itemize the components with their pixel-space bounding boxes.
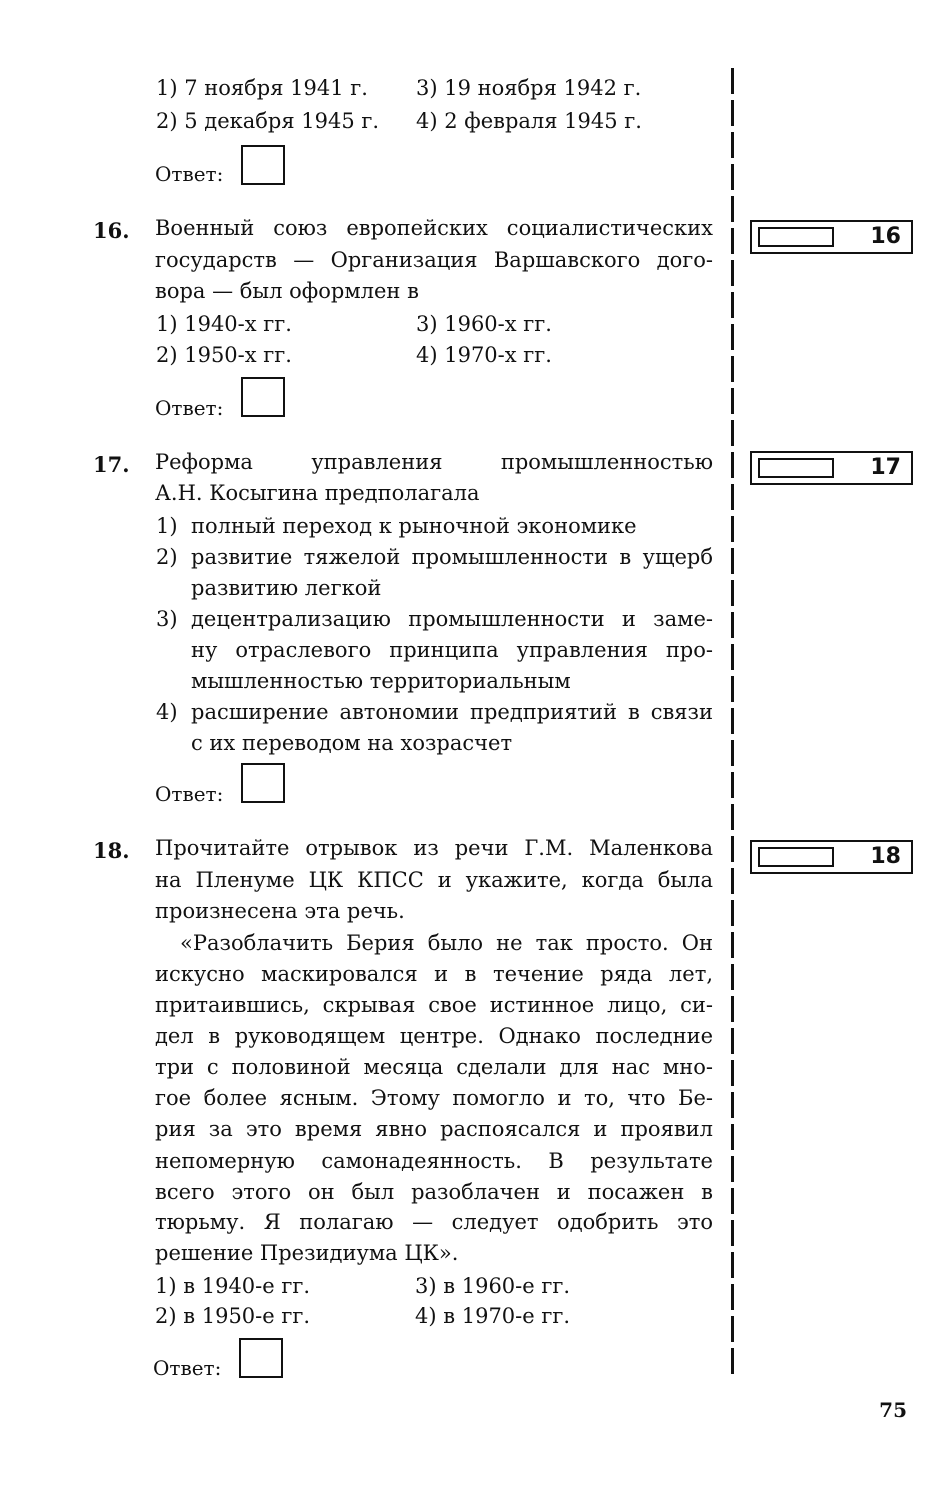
q18-answer-label: Ответ: [153,1356,222,1380]
q15-answer-box[interactable] [241,145,285,185]
cut-line-segment [731,772,734,798]
q17-option-num: 3) [156,607,178,631]
cut-line-segment [731,1284,734,1310]
cut-line-segment [731,68,734,94]
q16-option-2: 2) 1950-х гг. [156,343,292,367]
q18-option-2: 2) в 1950-е гг. [155,1304,311,1328]
q17-side-answer-field[interactable] [758,458,834,478]
q18-side-answer-field[interactable] [758,847,834,867]
q17-option-text: развитие тяжелой промышленности в ущерб [191,545,713,569]
q17-answer-label: Ответ: [155,782,224,806]
cut-line-segment [731,1028,734,1054]
q18-quote-line: притаившись, скрывая свое истинное лицо, си- [155,993,713,1017]
cut-line-segment [731,292,734,318]
q18-quote-line: решение Президиума ЦК». [155,1241,459,1265]
q16-answer-box[interactable] [241,377,285,417]
cut-line-segment [731,420,734,446]
q17-side-answer-box[interactable] [750,451,913,485]
cut-line-segment [731,1316,734,1342]
cut-line-segment [731,516,734,542]
cut-line-segment [731,996,734,1022]
q18-side-number: 18 [870,844,901,869]
cut-line-segment [731,1092,734,1118]
q18-quote-line: гое более ясным. Этому помогло и то, что Бе- [155,1086,713,1110]
q15-option-1: 1) 7 ноября 1941 г. [156,76,368,100]
q18-quote-line: непомерную самонадеянность. В результате [155,1149,713,1173]
cut-line-segment [731,964,734,990]
cut-line-segment [731,164,734,190]
q17-answer-box[interactable] [241,763,285,803]
q17-text-line: А.Н. Косыгина предполагала [155,481,480,505]
q16-option-4: 4) 1970-х гг. [416,343,552,367]
cut-line-segment [731,452,734,478]
q18-quote-line: три с половиной месяца сделали для нас мно- [155,1055,713,1079]
cut-line-segment [731,932,734,958]
q18-option-3: 3) в 1960-е гг. [415,1274,571,1298]
q17-option-num: 1) [156,514,178,538]
q17-option-text: ну отраслевого принципа управления про- [191,638,713,662]
cut-line-segment [731,100,734,126]
q15-option-3: 3) 19 ноября 1942 г. [416,76,642,100]
cut-line-segment [731,900,734,926]
q16-side-answer-field[interactable] [758,227,834,247]
cut-line-segment [731,612,734,638]
q18-option-4: 4) в 1970-е гг. [415,1304,571,1328]
cut-line-segment [731,1060,734,1086]
page-number: 75 [879,1398,907,1422]
cut-line-segment [731,356,734,382]
cut-line-segment [731,548,734,574]
cut-line-segment [731,324,734,350]
cut-line-segment [731,1188,734,1214]
cut-line-segment [731,676,734,702]
cut-line-segment [731,1220,734,1246]
q16-option-1: 1) 1940-х гг. [156,312,292,336]
q18-text-line: произнесена эта речь. [155,899,405,923]
q17-option-text: развитию легкой [191,576,382,600]
q17-option-num: 2) [156,545,178,569]
q18-quote-line: тюрьму. Я полагаю — следует одобрить это [155,1210,713,1234]
cut-line-segment [731,260,734,286]
q18-quote-line: искусно маскировался и в течение ряда лет, [155,962,713,986]
cut-line-segment [731,868,734,894]
q16-answer-label: Ответ: [155,396,224,420]
q18-quote-line: «Разоблачить Берия было не так просто. Он [180,931,713,955]
q18-side-answer-box[interactable] [750,840,913,874]
q16-text-line: государств — Организация Варшавского дого- [155,248,713,272]
q18-answer-box[interactable] [239,1338,283,1378]
cut-line-segment [731,196,734,222]
q18-quote-line: всего этого он был разоблачен и посажен в [155,1180,713,1204]
q17-option-text: децентрализацию промышленности и заме- [191,607,713,631]
q15-option-4: 4) 2 февраля 1945 г. [416,109,642,133]
q17-option-text: полный переход к рыночной экономике [191,514,637,538]
cut-line-segment [731,804,734,830]
q18-quote-line: дел в руководящем центре. Однако последние [155,1024,713,1048]
q15-option-2: 2) 5 декабря 1945 г. [156,109,380,133]
q18-text-line: Прочитайте отрывок из речи Г.М. Маленкова [155,836,713,860]
q18-quote-line: рия за это время явно распоясался и проявил [155,1117,713,1141]
q17-text-line: Реформа управления промышленностью [155,450,713,474]
q18-number: 18. [93,838,130,863]
q16-text-line: вора — был оформлен в [155,279,419,303]
cut-line-segment [731,708,734,734]
q16-number: 16. [93,218,130,243]
cut-line-segment [731,740,734,766]
q17-option-num: 4) [156,700,178,724]
cut-line-segment [731,580,734,606]
q16-text-line: Военный союз европейских социалистических [155,216,713,240]
q18-option-1: 1) в 1940-е гг. [155,1274,311,1298]
cut-line-segment [731,1124,734,1150]
q17-side-number: 17 [870,455,901,480]
cut-line-segment [731,132,734,158]
q17-option-text: с их переводом на хозрасчет [191,731,513,755]
cut-line-segment [731,836,734,862]
cut-line-segment [731,644,734,670]
cut-line-segment [731,388,734,414]
q17-number: 17. [93,452,130,477]
cut-line-segment [731,484,734,510]
q17-option-text: расширение автономии предприятий в связи [191,700,713,724]
cut-line-segment [731,228,734,254]
q16-option-3: 3) 1960-х гг. [416,312,552,336]
cut-line-segment [731,1252,734,1278]
cut-line-segment [731,1156,734,1182]
cut-line-segment [731,1348,734,1374]
q16-side-number: 16 [870,224,901,249]
q15-answer-label: Ответ: [155,162,224,186]
q16-side-answer-box[interactable] [750,220,913,254]
q17-option-text: мышленностью территориальным [191,669,571,693]
q18-text-line: на Пленуме ЦК КПСС и укажите, когда была [155,868,713,892]
